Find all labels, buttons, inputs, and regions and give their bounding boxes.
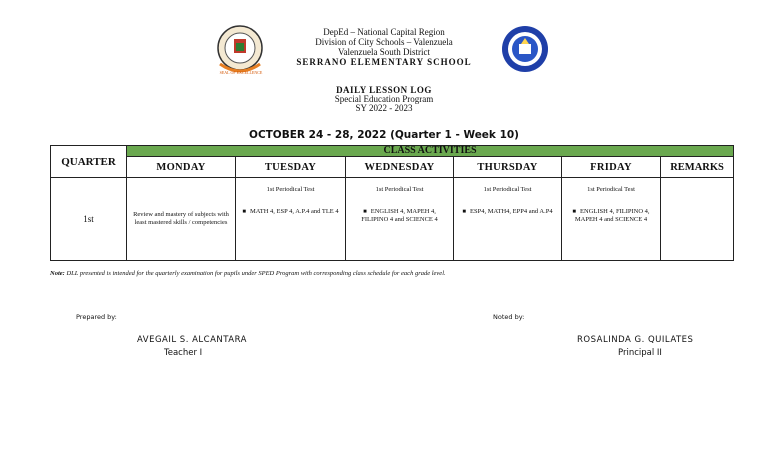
- periodical-test-label: 1st Periodical Test: [266, 186, 315, 193]
- region-line: DepEd – National Capital Region: [323, 27, 445, 37]
- school-name: SERRANO ELEMENTARY SCHOOL: [296, 57, 472, 67]
- week-date-line: OCTOBER 24 - 28, 2022 (Quarter 1 - Week 10): [249, 129, 519, 141]
- remarks-cell: [661, 178, 734, 261]
- thursday-subjects: [454, 208, 561, 216]
- thursday-subject-text: ESP4, MATH4, EPP4 and A.P4: [470, 208, 553, 215]
- quarter-cell: 1st: [51, 178, 127, 261]
- tuesday-subjects: [236, 208, 345, 216]
- school-year: SY 2022 - 2023: [355, 103, 413, 113]
- bullet-icon: ■: [242, 209, 246, 215]
- preparer-role: Teacher I: [164, 348, 203, 358]
- tuesday-cell: [236, 178, 346, 261]
- thursday-cell: [454, 178, 562, 261]
- periodical-test-label: 1st Periodical Test: [375, 186, 424, 193]
- bullet-icon: ■: [363, 209, 367, 215]
- division-line: Division of City Schools – Valenzuela: [315, 37, 453, 47]
- wednesday-subjects: [346, 208, 453, 224]
- bullet-icon: ■: [462, 209, 467, 215]
- monday-header: MONDAY: [127, 157, 236, 178]
- class-activities-header: CLASS ACTIVITIES: [127, 146, 734, 157]
- wednesday-subject-text: ENGLISH 4, MAPEH 4, FILIPINO 4 and SCIENCE 4: [361, 208, 438, 223]
- thursday-header: THURSDAY: [454, 157, 562, 178]
- periodical-test-label: 1st Periodical Test: [587, 186, 635, 193]
- document-title-block: [284, 86, 484, 113]
- division-seal-icon: [500, 24, 550, 74]
- letterhead-text: [284, 27, 484, 67]
- lesson-log-table: [50, 145, 734, 261]
- program-line: Special Education Program: [334, 94, 434, 104]
- remarks-header: REMARKS: [661, 157, 734, 178]
- friday-header: FRIDAY: [562, 157, 661, 178]
- document-title: DAILY LESSON LOG: [336, 85, 432, 95]
- friday-cell: [562, 178, 661, 261]
- wednesday-header: WEDNESDAY: [346, 157, 454, 178]
- seal-caption: SEAL OF EXCELLENCE: [219, 70, 263, 75]
- footnote: [50, 270, 446, 277]
- periodical-test-label: 1st Periodical Test: [483, 186, 532, 193]
- note-text: DLL presented is intended for the quarterly examination for pupils under SPED Program with corresponding class schedule for each grade level.: [66, 270, 446, 277]
- bullet-icon: ■: [572, 209, 577, 215]
- noter-role: Principal II: [618, 348, 662, 358]
- prepared-by-label: Prepared by:: [76, 313, 117, 321]
- school-seal-icon: [214, 24, 266, 76]
- district-line: Valenzuela South District: [338, 47, 430, 57]
- friday-subjects: [562, 208, 660, 224]
- noted-by-label: Noted by:: [493, 313, 525, 321]
- tuesday-subject-text: MATH 4, ESP 4, A.P.4 and TLE 4: [249, 208, 339, 215]
- quarter-header: QUARTER: [51, 146, 127, 178]
- tuesday-header: TUESDAY: [236, 157, 346, 178]
- noter-name: ROSALINDA G. QUILATES: [577, 335, 694, 345]
- note-label: Note:: [50, 270, 65, 277]
- preparer-name: AVEGAIL S. ALCANTARA: [137, 335, 247, 345]
- wednesday-cell: [346, 178, 454, 261]
- friday-subject-text: ENGLISH 4, FILIPINO 4, MAPEH 4 and SCIENCE 4: [574, 208, 650, 223]
- monday-cell: Review and mastery of subjects with least mastered skills / competencies: [127, 178, 236, 261]
